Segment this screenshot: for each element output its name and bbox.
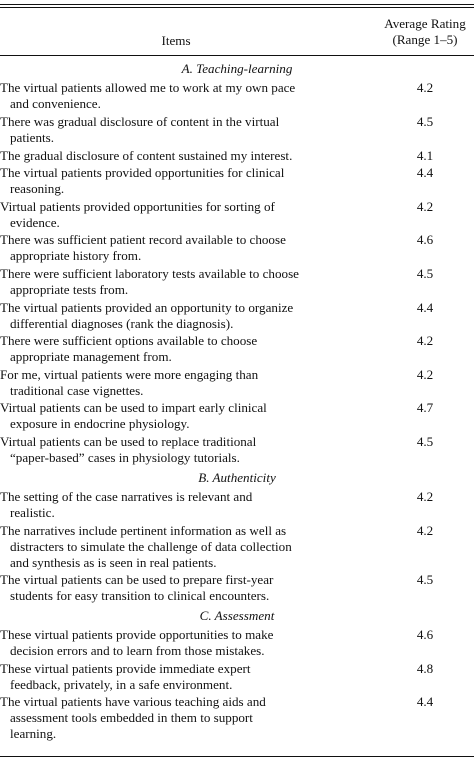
rating-header-line1: Average Rating (384, 16, 466, 31)
item-line: learning. (10, 726, 57, 742)
average-rating-value: 4.5 (416, 434, 434, 449)
average-rating-value: 4.5 (416, 266, 434, 281)
bottom-rule (0, 756, 474, 757)
item-line: appropriate management from. (10, 349, 172, 365)
item-line: The virtual patients provided an opportunity to organize (0, 299, 294, 315)
item-text (0, 661, 362, 693)
average-rating-value: 4.4 (416, 299, 434, 315)
item-line: realistic. (10, 505, 55, 520)
item-line: These virtual patients provide opportunities to make (0, 627, 274, 643)
average-rating-value: 4.2 (416, 366, 434, 382)
item-line: Virtual patients provided opportunities for sorting of (0, 198, 275, 214)
item-text (0, 627, 362, 659)
item-line: assessment tools embedded in them to support (10, 710, 253, 726)
item-text (0, 572, 362, 604)
item-line: traditional case vignettes. (10, 382, 144, 398)
rating-header-line2: (Range 1–5) (392, 32, 458, 47)
item-text (0, 523, 362, 571)
item-line: The virtual patients provided opportunities for clinical (0, 165, 285, 181)
item-line: The setting of the case narratives is relevant and (0, 489, 253, 504)
top-rule-double (0, 7, 474, 8)
average-rating-value: 4.8 (416, 660, 434, 676)
section-heading: B. Authenticity (198, 469, 276, 485)
item-line: The virtual patients allowed me to work at my own pace (0, 80, 296, 96)
average-rating-value: 4.2 (416, 80, 434, 96)
item-line: There was sufficient patient record available to choose (0, 232, 286, 248)
item-line: reasoning. (10, 181, 65, 197)
section-heading: A. Teaching-learning (181, 61, 293, 76)
item-line: “paper-based” cases in physiology tutorials. (10, 450, 240, 465)
items-column-header: Items (161, 33, 191, 48)
average-rating-value: 4.6 (416, 232, 434, 248)
item-line: appropriate tests from. (10, 282, 129, 297)
item-text (0, 114, 362, 146)
item-line: The virtual patients can be used to prepare first-year (0, 572, 274, 588)
item-line: For me, virtual patients were more engaging than (0, 366, 259, 382)
item-line: Virtual patients can be used to replace traditional (0, 434, 257, 449)
item-line: These virtual patients provide immediate expert (0, 660, 251, 676)
item-text (0, 694, 362, 742)
average-rating-value: 4.2 (416, 522, 434, 538)
average-rating-value: 4.7 (416, 400, 434, 416)
header-rule (0, 55, 474, 56)
average-rating-value: 4.2 (416, 333, 434, 349)
item-text (0, 434, 362, 466)
item-line: and synthesis as is seen in real patients. (10, 554, 217, 570)
item-text (0, 300, 362, 332)
average-rating-value: 4.6 (416, 627, 434, 643)
item-text (0, 148, 362, 164)
item-line: The gradual disclosure of content sustained my interest. (0, 147, 293, 163)
section-heading: C. Assessment (199, 607, 275, 623)
item-text (0, 232, 362, 264)
item-line: and convenience. (10, 96, 101, 112)
item-line: decision errors and to learn from those mistakes. (10, 643, 265, 659)
average-rating-value: 4.4 (416, 694, 434, 710)
average-rating-value: 4.1 (416, 147, 434, 163)
rating-column-header (376, 16, 474, 48)
item-line: differential diagnoses (rank the diagnosis). (10, 315, 234, 331)
item-line: Virtual patients can be used to impart early clinical (0, 400, 267, 416)
item-line: feedback, privately, in a safe environment. (10, 676, 233, 692)
item-text (0, 333, 362, 365)
item-line: There were sufficient options available to choose (0, 333, 258, 349)
average-rating-value: 4.2 (416, 198, 434, 214)
item-line: patients. (10, 130, 54, 145)
item-text (0, 199, 362, 231)
item-line: students for easy transition to clinical encounters. (10, 588, 270, 604)
average-rating-value: 4.2 (416, 489, 434, 504)
item-line: The virtual patients have various teaching aids and (0, 694, 266, 710)
top-rule (0, 4, 474, 5)
average-rating-value: 4.4 (416, 165, 434, 181)
item-text (0, 489, 362, 521)
item-line: appropriate history from. (10, 248, 142, 264)
item-text (0, 80, 362, 112)
item-line: exposure in endocrine physiology. (10, 416, 190, 432)
item-text (0, 165, 362, 197)
item-text (0, 367, 362, 399)
item-text (0, 266, 362, 298)
item-line: There was gradual disclosure of content in the virtual (0, 114, 280, 129)
item-line: evidence. (10, 214, 60, 230)
item-line: There were sufficient laboratory tests available to choose (0, 266, 299, 281)
average-rating-value: 4.5 (416, 572, 434, 588)
item-text (0, 400, 362, 432)
average-rating-value: 4.5 (416, 114, 434, 129)
item-line: distracters to simulate the challenge of data collection (10, 538, 292, 554)
item-line: The narratives include pertinent information as well as (0, 522, 287, 538)
